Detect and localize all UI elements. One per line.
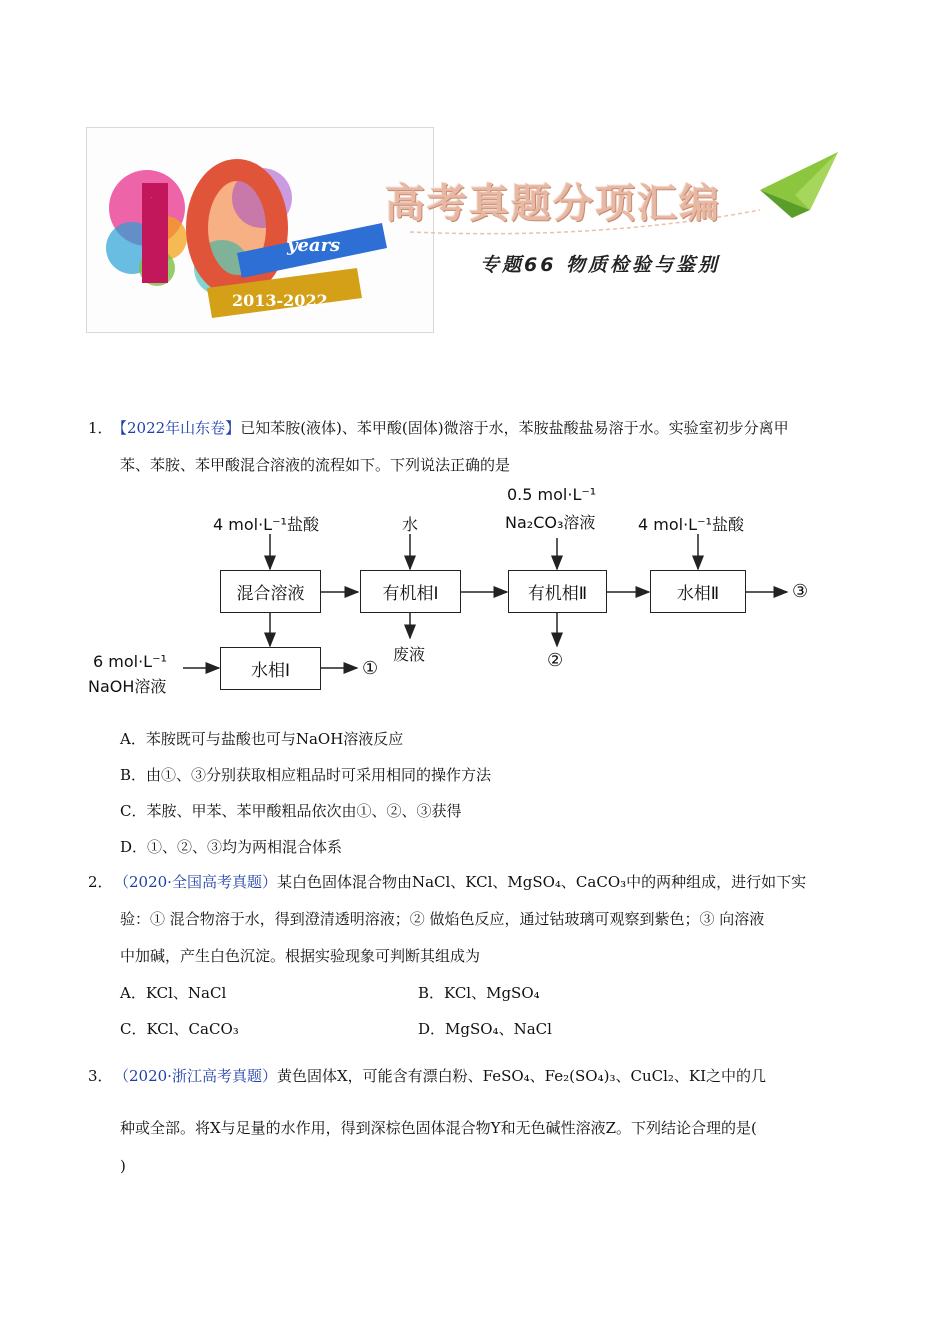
flow-input-naoh: NaOH溶液	[88, 677, 167, 696]
flow-output-1: ①	[362, 658, 379, 679]
flow-output-2: ②	[547, 650, 564, 671]
q1-option-d: D．①、②、③均为两相混合体系	[120, 838, 343, 856]
q3-stem-line3: )	[120, 1157, 126, 1175]
q2-option-a: A．KCl、NaCl	[120, 984, 227, 1002]
q3-stem-text1: 黄色固体X，可能含有漂白粉、FeSO₄、Fe₂(SO₄)₃、CuCl₂、KI之中的几	[276, 1067, 767, 1085]
q2-tag: （2020·全国高考真题）	[114, 873, 277, 891]
q2-stem-text1: 某白色固体混合物由NaCl、KCl、MgSO₄、CaCO₃中的两种组成，进行如下实	[276, 873, 807, 891]
flow-input-hcl-2: 4 mol·L⁻¹盐酸	[638, 515, 744, 534]
q1-flow-diagram	[0, 480, 950, 700]
flow-input-water: 水	[402, 515, 419, 534]
banner-logo-frame	[86, 127, 434, 333]
q3-stem-line1	[114, 1066, 766, 1086]
q3-number: 3．	[88, 1067, 113, 1085]
q1-option-a: A．苯胺既可与盐酸也可与NaOH溶液反应	[120, 730, 404, 748]
q1-stem-line2: 苯、苯胺、苯甲酸混合溶液的流程如下。下列说法正确的是	[120, 456, 511, 474]
banner-subtitle: 专题66 物质检验与鉴别	[480, 254, 721, 276]
q2-number: 2．	[88, 873, 113, 891]
q2-stem-line2: 验：① 混合物溶于水，得到澄清透明溶液；② 做焰色反应，通过钴玻璃可观察到紫色；③ 向溶液	[120, 910, 765, 928]
years-label: years	[287, 235, 341, 256]
flow-box-organic-phase-1: 有机相Ⅰ	[360, 570, 461, 613]
q2-option-b: B．KCl、MgSO₄	[418, 984, 540, 1002]
flow-input-na2co3-conc: 0.5 mol·L⁻¹	[507, 485, 597, 504]
flow-input-naoh-conc: 6 mol·L⁻¹	[93, 652, 167, 671]
flow-input-na2co3: Na₂CO₃溶液	[505, 513, 596, 532]
q1-stem-line1	[112, 418, 789, 438]
q3-stem-line2: 种或全部。将X与足量的水作用，得到深棕色固体混合物Y和无色碱性溶液Z。下列结论合理的是(	[120, 1119, 757, 1137]
flow-output-waste: 废液	[393, 645, 426, 664]
q3-tag: （2020·浙江高考真题）	[114, 1067, 277, 1085]
q2-option-c: C．KCl、CaCO₃	[120, 1020, 239, 1038]
q1-option-b: B．由①、③分别获取相应粗品时可采用相同的操作方法	[120, 766, 492, 784]
flow-box-mixed-solution: 混合溶液	[220, 570, 321, 613]
flow-box-aqueous-phase-1: 水相Ⅰ	[220, 647, 321, 690]
flow-box-aqueous-phase-2: 水相Ⅱ	[650, 570, 746, 613]
flow-box-organic-phase-2: 有机相Ⅱ	[508, 570, 607, 613]
q2-stem-line1	[114, 872, 806, 892]
flow-output-3: ③	[792, 581, 809, 602]
q2-option-d: D．MgSO₄、NaCl	[418, 1020, 552, 1038]
logo-number: 10	[151, 198, 153, 199]
q1-stem-text1: 已知苯胺(液体)、苯甲酸(固体)微溶于水，苯胺盐酸盐易溶于水。实验室初步分离甲	[240, 419, 789, 437]
q1-tag: 【2022年山东卷】	[112, 419, 241, 437]
q2-stem-line3: 中加碱，产生白色沉淀。根据实验现象可判断其组成为	[120, 947, 481, 965]
ten-years-logo	[87, 128, 433, 332]
banner-title: 高考真题分项汇编	[385, 180, 721, 227]
q1-number: 1．	[88, 419, 113, 437]
flow-input-hcl-1: 4 mol·L⁻¹盐酸	[213, 515, 319, 534]
years-range-label: 2013-2022	[232, 291, 328, 310]
q1-option-c: C．苯胺、甲苯、苯甲酸粗品依次由①、②、③获得	[120, 802, 462, 820]
